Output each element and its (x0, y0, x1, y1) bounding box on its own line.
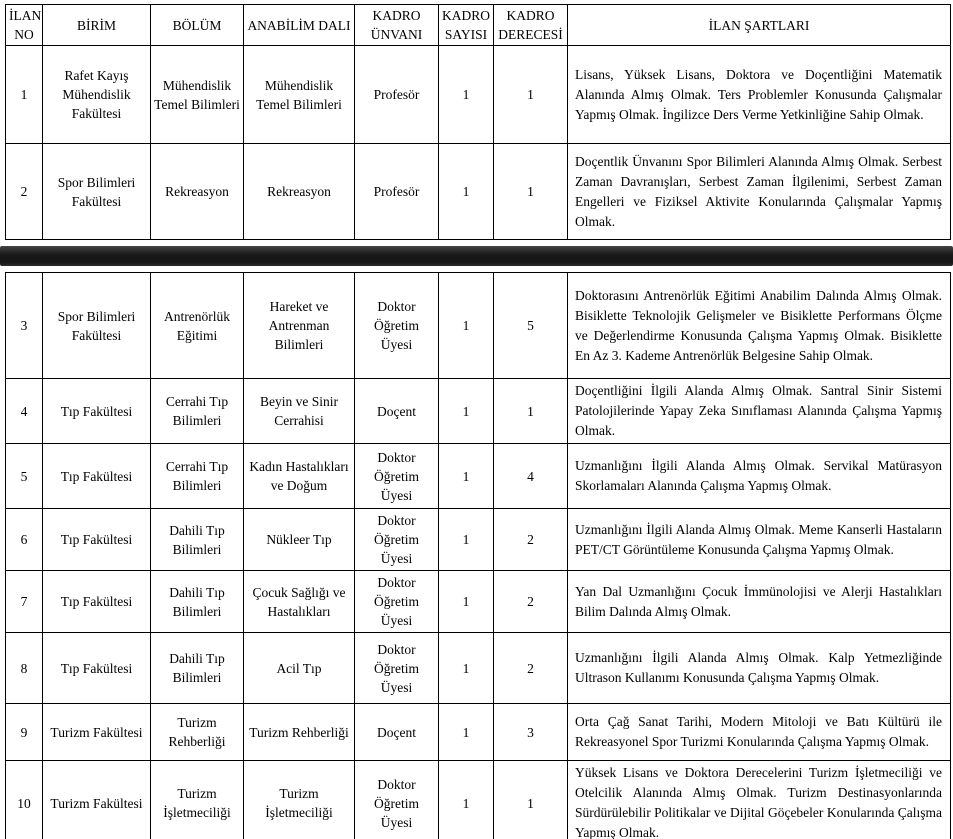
cell-birim: Tıp Fakültesi (43, 379, 151, 444)
cell-ilan-sartlari: Yan Dal Uzmanlığını Çocuk İmmünolojisi ve Alerji Hastalıkları Bilim Dalında Almış Olmak. (568, 571, 951, 633)
cell-ilan-no: 8 (6, 633, 43, 704)
cell-ilan-sartlari: Uzmanlığını İlgili Alanda Almış Olmak. Servikal Matürasyon Skorlamaları Alanında Çalışma Yapmış Olmak. (568, 444, 951, 509)
cell-ilan-no: 5 (6, 444, 43, 509)
cell-anabilim-dali: Turizm İşletmeciliği (244, 761, 355, 839)
cell-birim: Turizm Fakültesi (43, 761, 151, 839)
cell-anabilim-dali: Nükleer Tıp (244, 509, 355, 571)
cell-ilan-sartlari: Uzmanlığını İlgili Alanda Almış Olmak. Kalp Yetmezliğinde Ultrason Kullanımı Konusunda Çalışma Yapmış Olmak. (568, 633, 951, 704)
cell-kadro-derecesi: 1 (494, 46, 568, 144)
cell-ilan-sartlari: Doçentliğini İlgili Alanda Almış Olmak. Santral Sinir Sistemi Patolojilerinde Yapay Zeka Sınıflaması Alanında Çalışma Yapmış Olmak. (568, 379, 951, 444)
table-row (6, 379, 951, 444)
cell-birim: Tıp Fakültesi (43, 444, 151, 509)
col-header-bolum: BÖLÜM (151, 5, 244, 46)
col-header-kadro-unvani: KADRO ÜNVANI (355, 5, 439, 46)
cell-bolum: Dahili Tıp Bilimleri (151, 509, 244, 571)
cell-kadro-unvani: Doktor Öğretim Üyesi (355, 273, 439, 379)
cell-birim: Spor Bilimleri Fakültesi (43, 144, 151, 240)
cell-kadro-sayisi: 1 (439, 273, 494, 379)
cell-kadro-derecesi: 1 (494, 761, 568, 839)
cell-kadro-unvani: Doktor Öğretim Üyesi (355, 633, 439, 704)
announcements-table-top (5, 4, 951, 240)
cell-kadro-sayisi: 1 (439, 571, 494, 633)
cell-kadro-unvani: Doçent (355, 379, 439, 444)
cell-kadro-derecesi: 5 (494, 273, 568, 379)
cell-birim: Turizm Fakültesi (43, 704, 151, 761)
table-row (6, 144, 951, 240)
col-header-birim: BİRİM (43, 5, 151, 46)
cell-kadro-derecesi: 1 (494, 144, 568, 240)
cell-ilan-no: 9 (6, 704, 43, 761)
cell-bolum: Cerrahi Tıp Bilimleri (151, 379, 244, 444)
cell-anabilim-dali: Turizm Rehberliği (244, 704, 355, 761)
cell-ilan-no: 4 (6, 379, 43, 444)
cell-ilan-sartlari: Yüksek Lisans ve Doktora Derecelerini Turizm İşletmeciliği ve Otelcilik Alanında Almış Olmak. Turizm Destinasyonlarında Sürdürülebilir Politikalar ve Dijital Göçebeler Konularında Çalışma Yapmış Olmak. (568, 761, 951, 839)
cell-ilan-sartlari: Doktorasını Antrenörlük Eğitimi Anabilim Dalında Almış Olmak. Bisiklette Teknolojik Gelişmeler ve Bisiklette Performans Ölçme ve Değerlendirme Konusunda Çalışma Yapmış Olmak. Bisiklette En Az 3. Kademe Antrenörlük Belgesine Sahip Olmak. (568, 273, 951, 379)
cell-kadro-unvani: Doktor Öğretim Üyesi (355, 571, 439, 633)
table-row (6, 444, 951, 509)
col-header-ilan-no: İLAN NO (6, 5, 43, 46)
cell-bolum: Dahili Tıp Bilimleri (151, 571, 244, 633)
cell-anabilim-dali: Rekreasyon (244, 144, 355, 240)
cell-bolum: Turizm Rehberliği (151, 704, 244, 761)
cell-anabilim-dali: Çocuk Sağlığı ve Hastalıkları (244, 571, 355, 633)
cell-bolum: Rekreasyon (151, 144, 244, 240)
cell-anabilim-dali: Kadın Hastalıkları ve Doğum (244, 444, 355, 509)
cell-anabilim-dali: Acil Tıp (244, 633, 355, 704)
cell-ilan-no: 7 (6, 571, 43, 633)
cell-bolum: Dahili Tıp Bilimleri (151, 633, 244, 704)
cell-bolum: Mühendislik Temel Bilimleri (151, 46, 244, 144)
cell-kadro-derecesi: 2 (494, 509, 568, 571)
cell-kadro-sayisi: 1 (439, 509, 494, 571)
col-header-kadro-derecesi: KADRO DERECESİ (494, 5, 568, 46)
cell-kadro-unvani: Doçent (355, 704, 439, 761)
cell-kadro-derecesi: 2 (494, 633, 568, 704)
cell-birim: Tıp Fakültesi (43, 571, 151, 633)
cell-kadro-sayisi: 1 (439, 761, 494, 839)
cell-kadro-derecesi: 4 (494, 444, 568, 509)
cell-ilan-sartlari: Uzmanlığını İlgili Alanda Almış Olmak. Meme Kanserli Hastaların PET/CT Görüntüleme Konusunda Çalışma Yapmış Olmak. (568, 509, 951, 571)
announcements-table-bottom (5, 272, 951, 839)
cell-bolum: Cerrahi Tıp Bilimleri (151, 444, 244, 509)
black-separator-bar (0, 246, 953, 266)
table-row (6, 633, 951, 704)
cell-birim: Spor Bilimleri Fakültesi (43, 273, 151, 379)
cell-kadro-unvani: Profesör (355, 144, 439, 240)
table-row (6, 761, 951, 839)
cell-birim: Tıp Fakültesi (43, 633, 151, 704)
col-header-kadro-sayisi: KADRO SAYISI (439, 5, 494, 46)
cell-bolum: Turizm İşletmeciliği (151, 761, 244, 839)
table-row (6, 704, 951, 761)
cell-kadro-derecesi: 3 (494, 704, 568, 761)
cell-kadro-unvani: Profesör (355, 46, 439, 144)
cell-ilan-no: 3 (6, 273, 43, 379)
cell-kadro-derecesi: 2 (494, 571, 568, 633)
cell-kadro-sayisi: 1 (439, 444, 494, 509)
cell-kadro-unvani: Doktor Öğretim Üyesi (355, 444, 439, 509)
col-header-anabilim-dali: ANABİLİM DALI (244, 5, 355, 46)
cell-ilan-no: 2 (6, 144, 43, 240)
table-row (6, 273, 951, 379)
table-row (6, 509, 951, 571)
cell-kadro-unvani: Doktor Öğretim Üyesi (355, 509, 439, 571)
table-row (6, 571, 951, 633)
cell-kadro-derecesi: 1 (494, 379, 568, 444)
col-header-ilan-sartlari: İLAN ŞARTLARI (568, 5, 951, 46)
cell-ilan-no: 6 (6, 509, 43, 571)
cell-kadro-unvani: Doktor Öğretim Üyesi (355, 761, 439, 839)
cell-kadro-sayisi: 1 (439, 379, 494, 444)
cell-ilan-sartlari: Lisans, Yüksek Lisans, Doktora ve Doçentliğini Matematik Alanında Almış Olmak. Ters Problemler Konusunda Çalışmalar Yapmış Olmak. İngilizce Ders Verme Yetkinliğine Sahip Olmak. (568, 46, 951, 144)
cell-ilan-no: 1 (6, 46, 43, 144)
cell-birim: Tıp Fakültesi (43, 509, 151, 571)
table-row (6, 46, 951, 144)
cell-ilan-sartlari: Orta Çağ Sanat Tarihi, Modern Mitoloji ve Batı Kültürü ile Rekreasyonel Spor Turizmi Konularında Çalışma Yapmış Olmak. (568, 704, 951, 761)
cell-bolum: Antrenörlük Eğitimi (151, 273, 244, 379)
header-row (6, 5, 951, 46)
cell-kadro-sayisi: 1 (439, 633, 494, 704)
cell-kadro-sayisi: 1 (439, 46, 494, 144)
cell-anabilim-dali: Mühendislik Temel Bilimleri (244, 46, 355, 144)
cell-kadro-sayisi: 1 (439, 704, 494, 761)
cell-ilan-no: 10 (6, 761, 43, 839)
cell-ilan-sartlari: Doçentlik Ünvanını Spor Bilimleri Alanında Almış Olmak. Serbest Zaman Davranışları, Serbest Zaman İlgilenimi, Serbest Zaman Engelleri ve Fiziksel Aktivite Konularında Çalışmalar Yapmış Olmak. (568, 144, 951, 240)
cell-kadro-sayisi: 1 (439, 144, 494, 240)
cell-anabilim-dali: Beyin ve Sinir Cerrahisi (244, 379, 355, 444)
cell-anabilim-dali: Hareket ve Antrenman Bilimleri (244, 273, 355, 379)
cell-birim: Rafet Kayış Mühendislik Fakültesi (43, 46, 151, 144)
